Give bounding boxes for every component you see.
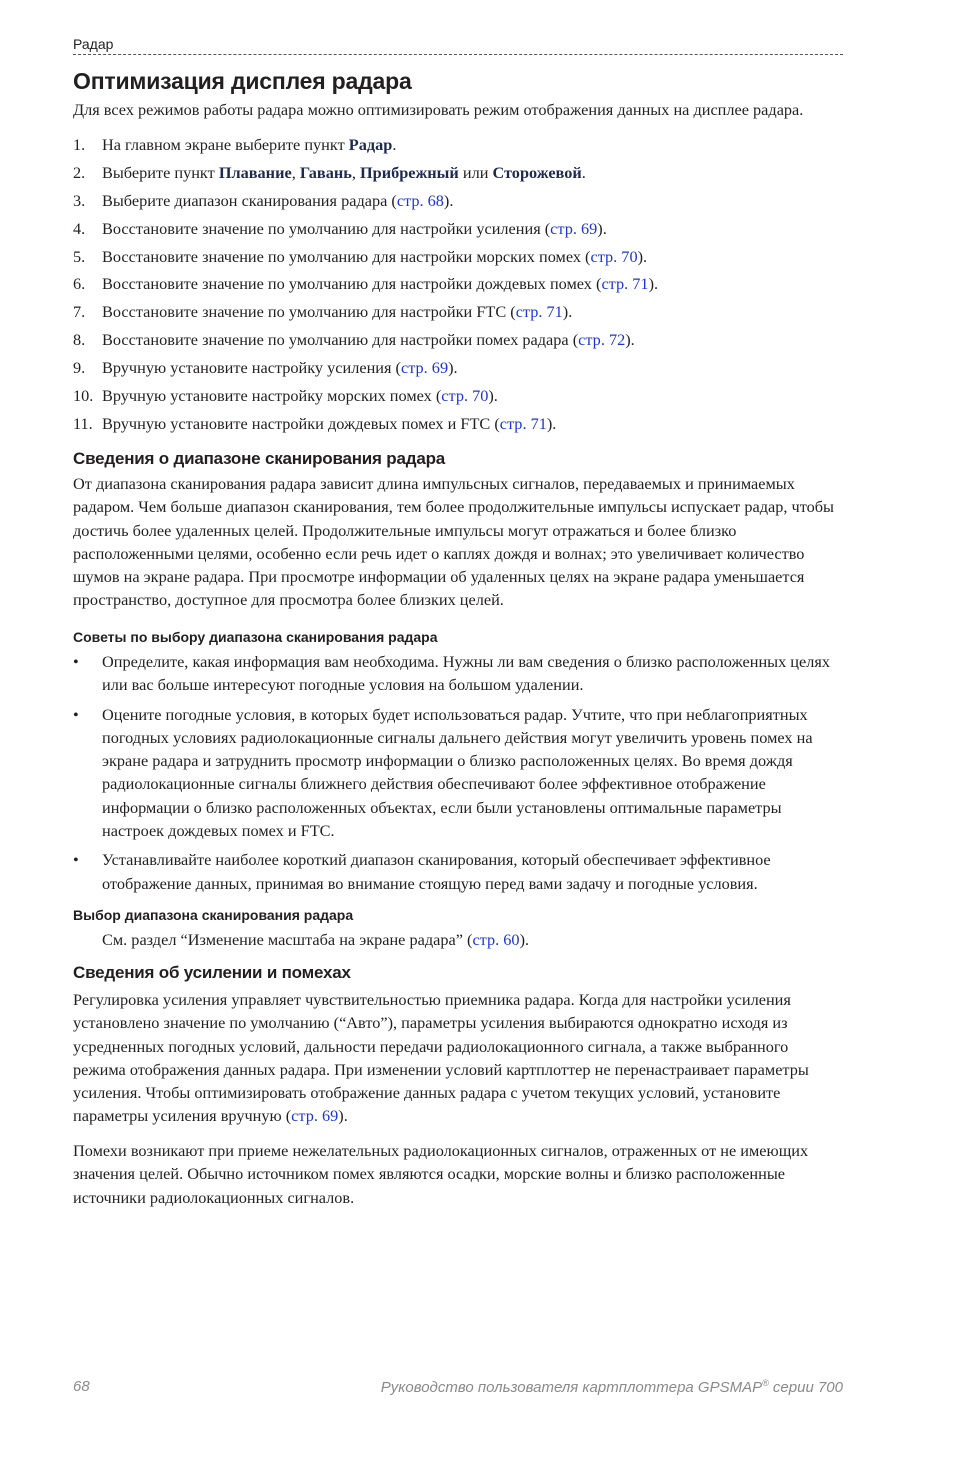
gain-paragraph bbox=[73, 988, 843, 1128]
ui-term: Радар bbox=[348, 135, 393, 154]
step-text: На главном экране выберите пункт bbox=[102, 135, 349, 154]
ui-term: Сторожевой bbox=[492, 162, 582, 182]
running-head: Радар bbox=[73, 35, 843, 55]
step-text: Вручную установите настройку усиления ( bbox=[102, 358, 401, 378]
steps-list bbox=[73, 133, 853, 440]
step-number: 7. bbox=[73, 302, 86, 322]
list-item bbox=[73, 133, 853, 161]
step-number: 1. bbox=[73, 135, 86, 154]
ui-term: Гавань bbox=[299, 162, 352, 182]
bullet-text: Определите, какая информация вам необходима. Нужны ли вам сведения о близко расположенных целях или вас больше интересуют погодные условия на большом удалении. bbox=[102, 652, 831, 695]
section-heading-range: Сведения о диапазоне сканирования радара bbox=[73, 449, 446, 468]
ui-term: Прибрежный bbox=[359, 162, 459, 182]
step-text: Восстановите значение по умолчанию для настройки дождевых помех ( bbox=[102, 274, 602, 294]
list-item bbox=[73, 328, 853, 356]
step-number: 8. bbox=[73, 330, 86, 350]
step-text: Восстановите значение по умолчанию для настройки FTC ( bbox=[102, 302, 516, 322]
section-heading-select: Выбор диапазона сканирования радара bbox=[73, 907, 354, 923]
bullet-icon: • bbox=[73, 652, 79, 671]
step-text: ). bbox=[562, 302, 573, 322]
step-number: 11. bbox=[73, 413, 93, 433]
step-text: Восстановите значение по умолчанию для настройки морских помех ( bbox=[102, 246, 591, 266]
step-text: , bbox=[291, 162, 300, 182]
page-title: Оптимизация дисплея радара bbox=[73, 68, 412, 94]
list-item bbox=[73, 848, 843, 895]
list-item bbox=[73, 384, 853, 412]
page-link[interactable]: стр. 68 bbox=[396, 190, 444, 210]
step-number: 9. bbox=[73, 358, 86, 378]
step-text: Восстановите значение по умолчанию для настройки помех радара ( bbox=[102, 330, 579, 350]
step-text: Выберите диапазон сканирования радара ( bbox=[102, 190, 397, 210]
list-item bbox=[73, 300, 853, 328]
step-text: ). bbox=[546, 413, 557, 433]
page-link[interactable]: стр. 60 bbox=[472, 930, 520, 949]
step-number: 4. bbox=[73, 218, 86, 238]
list-item bbox=[73, 245, 853, 273]
clutter-paragraph: Помехи возникают при приеме нежелательных радиолокационных сигналов, отраженных от не имеющих значения целей. Обычно источником помех являются осадки, морские волны и близко расположенные источники радиолокационных сигналов. bbox=[73, 1141, 809, 1207]
step-text: . bbox=[392, 135, 397, 154]
registered-mark: ® bbox=[762, 1378, 769, 1388]
select-text: ). bbox=[519, 930, 530, 949]
section-heading-gain: Сведения об усилении и помехах bbox=[73, 963, 351, 982]
bullet-text: Оцените погодные условия, в которых будет использоваться радар. Учтите, что при неблагоприятных погодных условиях радиолокационные сигналы дальнего действия могут увеличить уровень помех на экране радара и затруднить просмотр информации о близко расположенных целях. Во время дождя радиолокационные сигналы ближнего действия обеспечивают более эффективное отображение информации о близко расположенных объектах, если были установлены оптимальные параметры настроек дождевых помех и FTC. bbox=[102, 704, 813, 841]
manual-title bbox=[381, 1378, 843, 1396]
step-text: ). bbox=[637, 246, 648, 266]
list-item bbox=[73, 161, 853, 189]
step-text: Вручную установите настройки дождевых помех и FTC ( bbox=[102, 413, 500, 433]
bullet-icon: • bbox=[73, 850, 79, 870]
step-text: или bbox=[458, 162, 493, 182]
intro-paragraph: Для всех режимов работы радара можно оптимизировать режим отображения данных на дисплее радара. bbox=[73, 100, 804, 119]
page-link[interactable]: стр. 72 bbox=[578, 330, 626, 350]
list-item bbox=[73, 356, 853, 384]
step-number: 5. bbox=[73, 246, 86, 266]
ui-term: Плавание bbox=[218, 162, 292, 182]
page-link[interactable]: стр. 71 bbox=[499, 413, 547, 433]
bullet-icon: • bbox=[73, 704, 79, 724]
page-link[interactable]: стр. 69 bbox=[291, 1106, 339, 1126]
manual-title-text: Руководство пользователя картплоттера GPSMAP bbox=[380, 1379, 763, 1396]
list-item bbox=[73, 272, 853, 300]
page-link[interactable]: стр. 70 bbox=[441, 386, 489, 406]
page-link[interactable]: стр. 69 bbox=[400, 358, 449, 378]
list-item bbox=[73, 650, 843, 697]
page-link[interactable]: стр. 71 bbox=[515, 302, 563, 322]
step-text: , bbox=[351, 162, 360, 182]
range-paragraph: От диапазона сканирования радара зависит длина импульсных сигналов, передаваемых и принимаемых радаром. Чем больше диапазон сканирования, тем более продолжительные импульсы испускает радар, чтобы достичь более удаленных целей. Продолжительные импульсы могут отражаться и более близко расположенными целями, особенно если речь идет о каплях дождя и волнах; это увеличивает количество шумов на экране радара. При просмотре информации об удаленных целях на экране радара уменьшается пространство, доступное для просмотра более близких целей. bbox=[73, 474, 834, 610]
list-item bbox=[73, 412, 853, 440]
step-text: ). bbox=[625, 330, 635, 350]
page-number: 68 bbox=[73, 1378, 90, 1395]
step-text: . bbox=[581, 162, 586, 182]
step-text: ). bbox=[448, 358, 458, 378]
step-number: 3. bbox=[73, 190, 86, 210]
gain-text: ). bbox=[338, 1106, 348, 1126]
list-item bbox=[73, 189, 853, 217]
list-item bbox=[73, 217, 853, 245]
page-link[interactable]: стр. 71 bbox=[601, 274, 649, 294]
bullet-text: Устанавливайте наиболее короткий диапазон сканирования, который обеспечивает эффективное отображение данных, принимая во внимание стоящую перед вами задачу и погодные условия. bbox=[102, 850, 771, 893]
step-number: 6. bbox=[73, 274, 86, 294]
step-text: ). bbox=[597, 218, 607, 238]
gain-text: Регулировка усиления управляет чувствительностью приемника радара. Когда для настройки усиления установлено значение по умолчанию (“Авто”), параметры усиления выбираются однократно исходя из усредненных погодных условий, дальности передачи радиолокационного сигнала, а также выбранного режима отображения данных радара. При изменении условий картплоттер не перенастраивает параметры усиления. Чтобы оптимизировать отображение данных радара с учетом текущих условий, установите параметры усиления вручную ( bbox=[73, 990, 809, 1126]
step-text: ). bbox=[488, 386, 498, 406]
page-link[interactable]: стр. 70 bbox=[590, 246, 638, 266]
step-text: Восстановите значение по умолчанию для настройки усиления ( bbox=[102, 218, 551, 238]
manual-title-text: серии 700 bbox=[768, 1379, 843, 1396]
step-text: ). bbox=[443, 190, 454, 210]
list-item bbox=[73, 703, 843, 843]
step-text: Выберите пункт bbox=[102, 162, 219, 182]
step-text: Вручную установите настройку морских помех ( bbox=[102, 386, 442, 406]
step-number: 2. bbox=[73, 162, 86, 182]
step-text: ). bbox=[648, 274, 659, 294]
page-link[interactable]: стр. 69 bbox=[550, 218, 598, 238]
select-text: См. раздел “Изменение масштаба на экране радара” ( bbox=[102, 930, 473, 949]
step-number: 10. bbox=[73, 386, 94, 406]
section-heading-tips: Советы по выбору диапазона сканирования радара bbox=[73, 629, 438, 645]
tips-list bbox=[73, 650, 843, 901]
select-paragraph bbox=[102, 928, 842, 951]
